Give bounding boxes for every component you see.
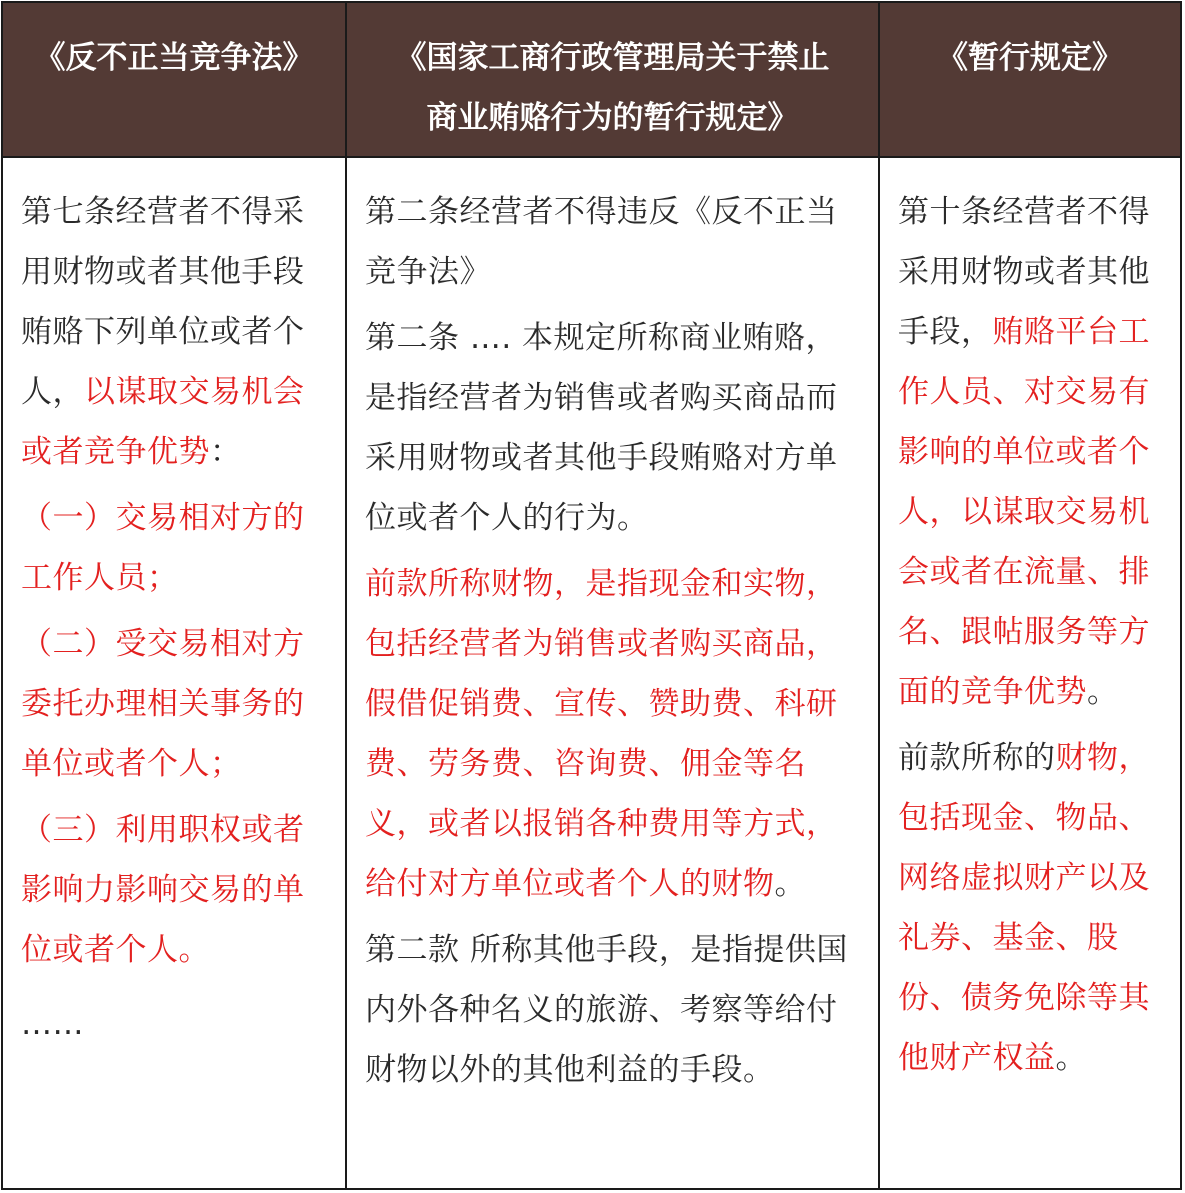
property-scope xyxy=(898,728,1166,1088)
law-comparison-table xyxy=(1,1,1182,1190)
article-7-colon: ： xyxy=(210,434,242,470)
other-means-definition: 第二款 所称其他手段，是指提供国内外各种名义的旅游、考察等给付财物以外的其他利益的手段。 xyxy=(365,932,848,1088)
article-10-end: 。 xyxy=(1087,674,1119,710)
article-7-highlight: 以谋取交易机会或者竞争优势 xyxy=(21,374,305,470)
header-title: 《反不正当竞争法》 xyxy=(34,40,314,76)
header-anti-unfair-competition-law xyxy=(3,3,347,158)
article-2-intro: 第二条经营者不得违反《反不正当竞争法》 xyxy=(365,194,838,290)
list-item-1: （一）交易相对方的工作人员； xyxy=(21,500,305,596)
property-definition-highlight: 前款所称财物，是指现金和实物，包括经营者为销售或者购买商品，假借促销费、宣传、赞助费、科研费、劳务费、咨询费、佣金等名义，或者以报销各种费用等方式，给付对方单位或者个人的财物 xyxy=(365,566,838,902)
article-2-definition: 第二条 …. 本规定所称商业贿赂，是指经营者为销售或者购买商品而采用财物或者其他手段贿赂对方单位或者个人的行为。 xyxy=(365,320,838,536)
cell-saic-interim-provisions xyxy=(347,158,880,1188)
header-title-line1: 《国家工商行政管理局关于禁止 xyxy=(395,40,830,76)
header-saic-interim-provisions xyxy=(347,3,880,158)
article-7 xyxy=(21,182,331,482)
property-definition xyxy=(365,554,864,914)
cell-interim-provisions xyxy=(880,158,1180,1188)
header-interim-provisions xyxy=(880,3,1180,158)
cell-anti-unfair-competition-law xyxy=(3,158,347,1188)
list-item-3: （三）利用职权或者影响力影响交易的单位或者个人。 xyxy=(21,812,305,968)
header-title-line2: 商业贿赂行为的暂行规定》 xyxy=(426,100,799,136)
article-10-text: 第十条经营者不得采用财物或者其他手段， xyxy=(898,194,1150,350)
list-item-2: （二）受交易相对方委托办理相关事务的单位或者个人； xyxy=(21,626,305,782)
property-scope-highlight: 财物，包括现金、物品、网络虚拟财产以及礼券、基金、股份、债务免除等其他财产权益 xyxy=(898,740,1150,1076)
property-scope-text: 前款所称的 xyxy=(898,740,1056,776)
header-title: 《暂行规定》 xyxy=(937,40,1123,76)
article-7-text: 第七条经营者不得采用财物或者其他手段贿赂下列单位或者个人， xyxy=(21,194,305,410)
article-10-highlight: 贿赂平台工作人员、对交易有影响的单位或者个人，以谋取交易机会或者在流量、排名、跟帖服务等方面的竞争优势 xyxy=(898,314,1150,710)
property-scope-end: 。 xyxy=(1055,1040,1087,1076)
ellipsis: …… xyxy=(21,1006,84,1042)
article-10 xyxy=(898,182,1166,722)
property-definition-end: 。 xyxy=(774,866,806,902)
